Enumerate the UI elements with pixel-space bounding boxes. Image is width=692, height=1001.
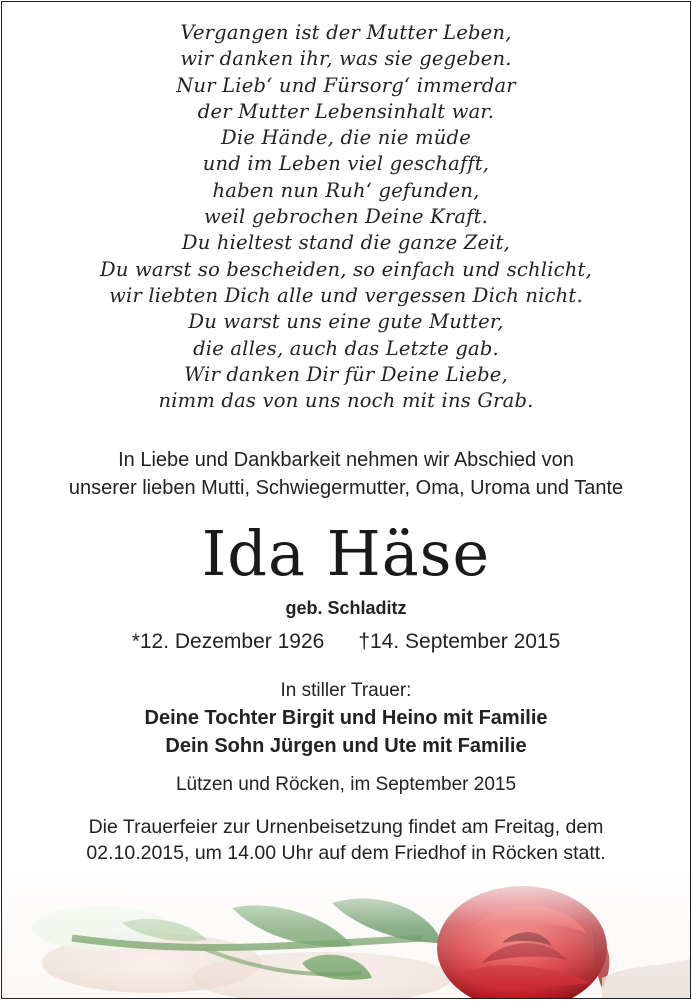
funeral-info <box>2 814 690 866</box>
poem-line: Nur Lieb‘ und Fürsorg‘ immerdar <box>176 73 516 97</box>
death-date: †14. September 2015 <box>358 630 561 653</box>
intro-line: In Liebe und Dankbarkeit nehmen wir Abschied von <box>118 449 574 471</box>
mourners-list <box>2 704 690 760</box>
deceased-name: Ida Häse <box>201 517 491 590</box>
poem-line: und im Leben viel geschafft, <box>202 152 490 176</box>
funeral-line: Die Trauerfeier zur Urnenbeisetzung findet am Freitag, dem <box>88 816 604 838</box>
farewell-intro <box>2 446 690 502</box>
poem-line: weil gebrochen Deine Kraft. <box>203 205 489 229</box>
rose-decoration-image <box>2 868 691 998</box>
poem-line: der Mutter Lebensinhalt war. <box>197 99 495 123</box>
place-and-date: Lützen und Röcken, im September 2015 <box>175 774 517 795</box>
birth-date: *12. Dezember 1926 <box>131 630 325 653</box>
funeral-line: 02.10.2015, um 14.00 Uhr auf dem Friedhof in Röcken statt. <box>86 842 606 864</box>
poem <box>2 20 690 414</box>
poem-line: Du hieltest stand die ganze Zeit, <box>181 231 511 255</box>
poem-line: Die Hände, die nie müde <box>221 126 471 150</box>
mourning-label: In stiller Trauer: <box>280 680 412 701</box>
poem-line: wir danken ihr, was sie gegeben. <box>180 47 512 71</box>
intro-line: unserer lieben Mutti, Schwiegermutter, Oma, Uroma und Tante <box>68 477 624 499</box>
poem-line: haben nun Ruh‘ gefunden, <box>212 178 480 202</box>
mourner-line: Deine Tochter Birgit und Heino mit Familie <box>144 707 548 729</box>
poem-line: die alles, auch das Letzte gab. <box>193 336 499 360</box>
poem-line: nimm das von uns noch mit ins Grab. <box>158 389 534 413</box>
life-dates <box>2 628 690 656</box>
mourner-line: Dein Sohn Jürgen und Ute mit Familie <box>165 735 527 757</box>
poem-line: Vergangen ist der Mutter Leben, <box>180 21 512 44</box>
poem-line: Wir danken Dir für Deine Liebe, <box>184 362 508 386</box>
poem-line: Du warst uns eine gute Mutter, <box>188 310 504 334</box>
birth-name: geb. Schladitz <box>285 598 407 618</box>
obituary-notice <box>1 1 691 999</box>
poem-line: wir liebten Dich alle und vergessen Dich nicht. <box>109 283 583 307</box>
poem-line: Du warst so bescheiden, so einfach und schlicht, <box>100 257 592 281</box>
